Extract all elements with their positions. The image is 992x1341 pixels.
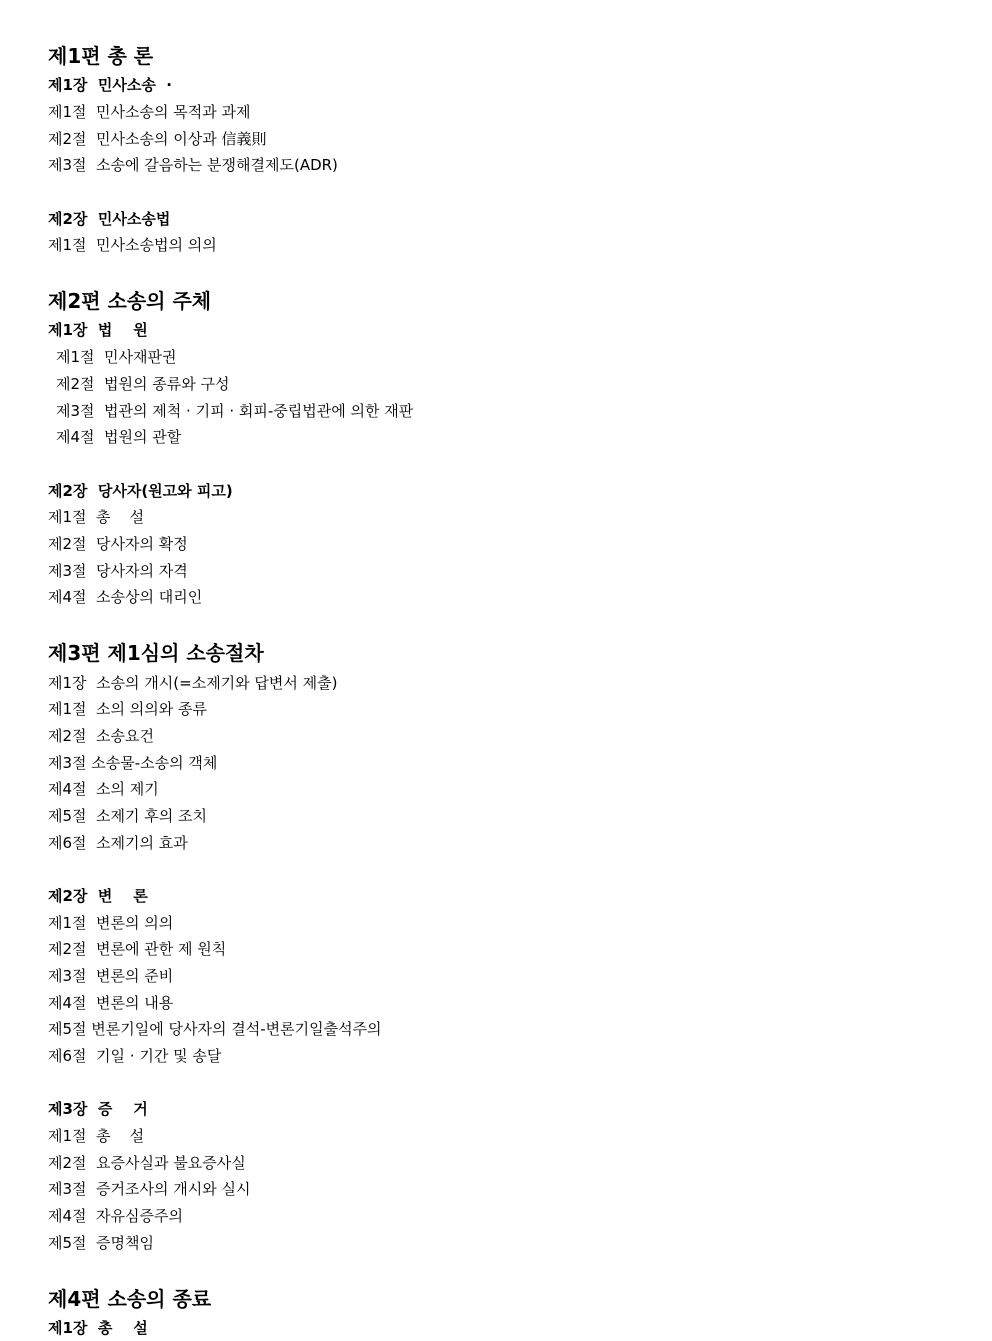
section-item: 제6절 소제기의 효과 <box>48 834 188 852</box>
section-item: 제1절 민사소송의 목적과 과제 <box>48 103 251 121</box>
section-item: 제2절 법원의 종류와 구성 <box>56 375 230 393</box>
section-item: 제3절 소송에 갈음하는 분쟁해결제도(ADR) <box>48 156 338 174</box>
chapter-heading: 제2장 변 론 <box>48 887 148 905</box>
section-item: 제4절 소송상의 대리인 <box>48 588 203 606</box>
section-item: 제1절 소의 의의와 종류 <box>48 700 208 718</box>
section-item: 제1절 변론의 의의 <box>48 914 174 932</box>
section-item: 제3절 변론의 준비 <box>48 967 174 985</box>
section-item: 제2절 민사소송의 이상과 信義則 <box>48 130 267 148</box>
chapter-heading: 제1장 총 설 <box>48 1319 148 1337</box>
part-heading: 제4편 소송의 종료 <box>48 1287 212 1311</box>
section-item: 제1절 민사소송법의 의의 <box>48 236 217 254</box>
section-item: 제4절 법원의 관할 <box>56 428 182 446</box>
chapter-heading: 제1장 법 원 <box>48 321 148 339</box>
section-item: 제5절 증명책임 <box>48 1234 155 1252</box>
chapter-heading: 제1장 소송의 개시(=소제기와 답변서 제출) <box>48 674 338 692</box>
section-item: 제4절 소의 제기 <box>48 780 159 798</box>
section-item: 제3절 당사자의 자격 <box>48 562 188 580</box>
section-item: 제2절 소송요건 <box>48 727 155 745</box>
section-item: 제5절 소제기 후의 조치 <box>48 807 208 825</box>
section-item: 제1절 총 설 <box>48 1127 145 1145</box>
section-item: 제2절 요증사실과 불요증사실 <box>48 1154 246 1172</box>
section-item: 제6절 기일 · 기간 및 송달 <box>48 1047 222 1065</box>
section-item: 제3절 증거조사의 개시와 실시 <box>48 1180 251 1198</box>
section-item: 제2절 변론에 관한 제 원칙 <box>48 940 227 958</box>
section-item: 제4절 자유심증주의 <box>48 1207 184 1225</box>
part-heading: 제3편 제1심의 소송절차 <box>48 641 264 665</box>
section-item: 제3절 법관의 제척 · 기피 · 회피-중립법관에 의한 재판 <box>56 402 414 420</box>
chapter-heading: 제1장 민사소송 · <box>48 76 172 94</box>
section-item: 제2절 당사자의 확정 <box>48 535 188 553</box>
part-heading: 제1편 총 론 <box>48 44 154 68</box>
section-item: 제1절 총 설 <box>48 508 145 526</box>
section-item: 제3절 소송물-소송의 객체 <box>48 754 218 772</box>
part-heading: 제2편 소송의 주체 <box>48 289 212 313</box>
chapter-heading: 제3장 증 거 <box>48 1100 148 1118</box>
section-item: 제4절 변론의 내용 <box>48 994 174 1012</box>
section-item: 제5절 변론기일에 당사자의 결석-변론기일출석주의 <box>48 1020 382 1038</box>
section-item: 제1절 민사재판권 <box>56 348 177 366</box>
chapter-heading: 제2장 민사소송법 <box>48 210 171 228</box>
chapter-heading: 제2장 당사자(원고와 피고) <box>48 482 233 500</box>
